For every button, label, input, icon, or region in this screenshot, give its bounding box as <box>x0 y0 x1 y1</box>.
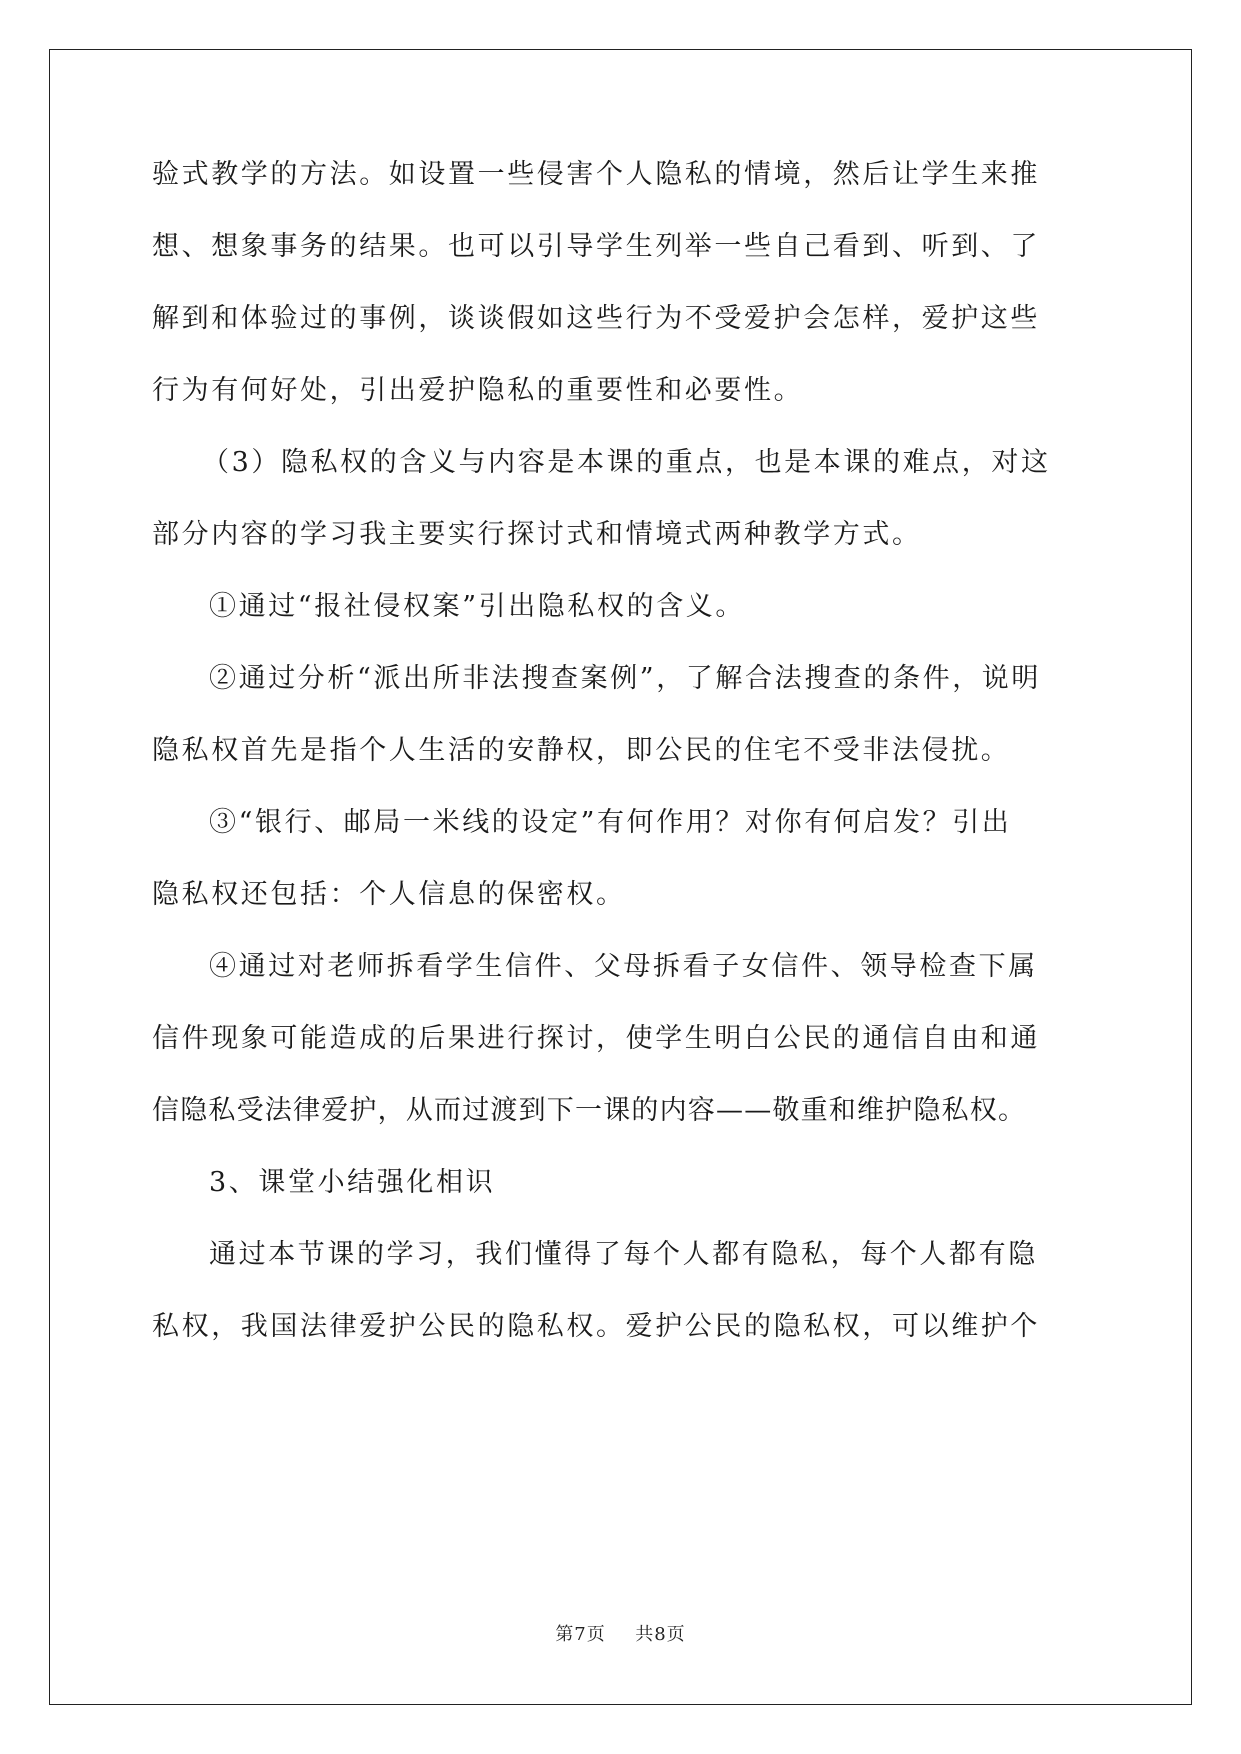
text-line: ①通过“报社侵权案”引出隐私权的含义。 <box>209 591 746 622</box>
text-line: 私权，我国法律爱护公民的隐私权。爱护公民的隐私权，可以维护个 <box>152 1311 1040 1342</box>
text-line: 信隐私受法律爱护，从而过渡到下一课的内容——敬重和维护隐私权。 <box>152 1095 1027 1126</box>
text-line: ④通过对老师拆看学生信件、父母拆看子女信件、领导检查下属 <box>209 951 1038 982</box>
page-footer <box>0 1620 1241 1646</box>
text-line: 想、想象事务的结果。也可以引导学生列举一些自己看到、听到、了 <box>152 231 1040 262</box>
text-line: ③“银行、邮局一米线的设定”有何作用？对你有何启发？引出 <box>209 807 1012 838</box>
text-line: 部分内容的学习我主要实行探讨式和情境式两种教学方式。 <box>152 519 922 550</box>
text-line: 通过本节课的学习，我们懂得了每个人都有隐私，每个人都有隐 <box>209 1239 1038 1270</box>
text-line: 解到和体验过的事例，谈谈假如这些行为不受爱护会怎样，爱护这些 <box>152 303 1040 334</box>
text-line: （3）隐私权的含义与内容是本课的重点，也是本课的难点，对这 <box>202 447 1051 478</box>
text-line: 验式教学的方法。如设置一些侵害个人隐私的情境，然后让学生来推 <box>152 159 1040 190</box>
page-total: 共8页 <box>635 1624 686 1645</box>
text-line: 行为有何好处，引出爱护隐私的重要性和必要性。 <box>152 375 804 406</box>
page-number: 第7页 <box>555 1624 606 1645</box>
text-line: 隐私权首先是指个人生活的安静权，即公民的住宅不受非法侵扰。 <box>152 735 1011 766</box>
text-line: 隐私权还包括：个人信息的保密权。 <box>152 879 626 910</box>
text-line: ②通过分析“派出所非法搜查案例”，了解合法搜查的条件，说明 <box>209 663 1042 694</box>
section-heading: 3、课堂小结强化相识 <box>209 1167 496 1198</box>
text-line: 信件现象可能造成的后果进行探讨，使学生明白公民的通信自由和通 <box>152 1023 1040 1054</box>
